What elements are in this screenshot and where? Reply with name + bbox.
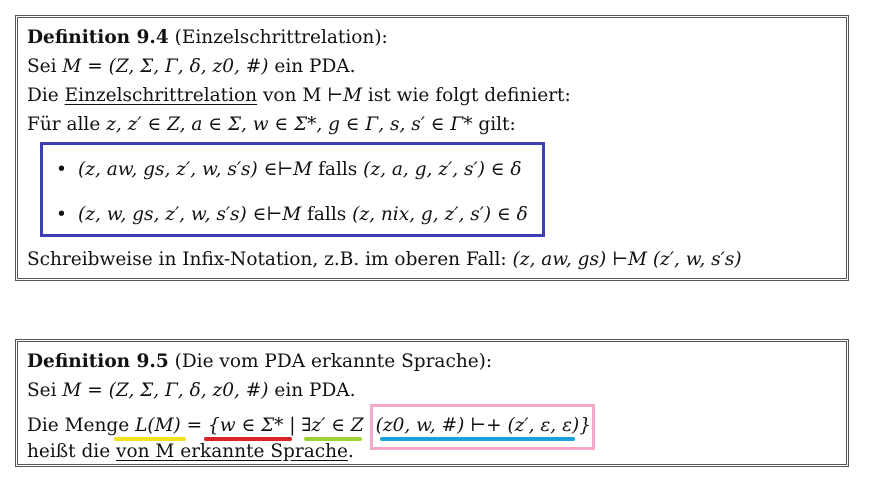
def94-line-infix [27,248,742,272]
def95-line4-suffix: . [348,441,354,462]
def94-line2-prefix: Sei [27,56,63,77]
def94-title-bold: Definition 9.4 [27,27,169,48]
def94-relation-symbol: ⊢M [327,85,363,106]
def95-title [27,350,492,374]
bullet2-lhs: (z, w, gs, z′, w, s′s) ∈⊢M [78,204,302,225]
cyan-underline-marker [380,437,575,441]
def95-set-head: L(M) = {w ∈ Σ* | ∃z′ ∈ Z [135,415,364,436]
def94-pda-tuple: M = (Z, Σ, Γ, δ, z0, #) [62,56,269,77]
bullet-dot-icon: • [56,204,67,225]
def94-title-rest: (Einzelschrittrelation): [168,27,388,48]
def94-bullet-2 [56,203,528,227]
def94-line4-prefix: Für alle [27,114,107,135]
def94-line2-suffix: ein PDA. [268,56,356,77]
def95-line-pda [27,379,356,403]
bullet1-rhs: (z, a, g, z′, s′) ∈ δ [363,159,522,180]
def94-term-einzelschrittrelation: Einzelschrittrelation [64,85,258,106]
def95-line2-prefix: Sei [27,380,63,401]
def95-title-rest: (Die vom PDA erkannte Sprache): [168,351,493,372]
def95-term-erkannte-sprache: von M erkannte Sprache [116,441,348,462]
def94-quantifier-math: z, z′ ∈ Z, a ∈ Σ, w ∈ Σ*, g ∈ Γ, s, s′ ∈ Γ* [106,114,473,135]
def94-infix-text: Schreibweise in Infix-Notation, z.B. im oberen Fall: [27,249,513,270]
bullet1-lhs: (z, aw, gs, z′, w, s′s) ∈⊢M [78,159,313,180]
def95-line-language [27,440,354,464]
def95-line-set [27,414,591,438]
def94-infix-math: (z, aw, gs) ⊢M (z′, w, s′s) [512,249,742,270]
def94-line3-mid: von M [257,85,328,106]
def95-line3-prefix: Die Menge [27,415,136,436]
bullet-dot-icon: • [56,159,67,180]
def94-bullet-1 [56,158,522,182]
def94-title [27,26,388,50]
definition-9-5-box [15,339,849,467]
def94-line-definition [27,84,571,108]
def95-title-bold: Definition 9.5 [27,351,169,372]
def95-set-condition: (z0, w, #) ⊢+ (z′, ε, ε)} [375,415,591,436]
def94-line4-suffix: gilt: [472,114,516,135]
def94-line-quantifier [27,113,516,137]
def94-line-pda [27,55,356,79]
bullet1-falls: falls [312,159,364,180]
bullet2-rhs: (z, nix, g, z′, s′) ∈ δ [352,204,528,225]
def95-line4-prefix: heißt die [27,441,117,462]
bullet2-falls: falls [301,204,353,225]
definition-9-4-box [15,15,849,281]
def94-line3-suffix: ist wie folgt definiert: [362,85,571,106]
def95-line2-suffix: ein PDA. [268,380,356,401]
def94-line3-prefix: Die [27,85,65,106]
def95-pda-tuple: M = (Z, Σ, Γ, δ, z0, #) [62,380,269,401]
